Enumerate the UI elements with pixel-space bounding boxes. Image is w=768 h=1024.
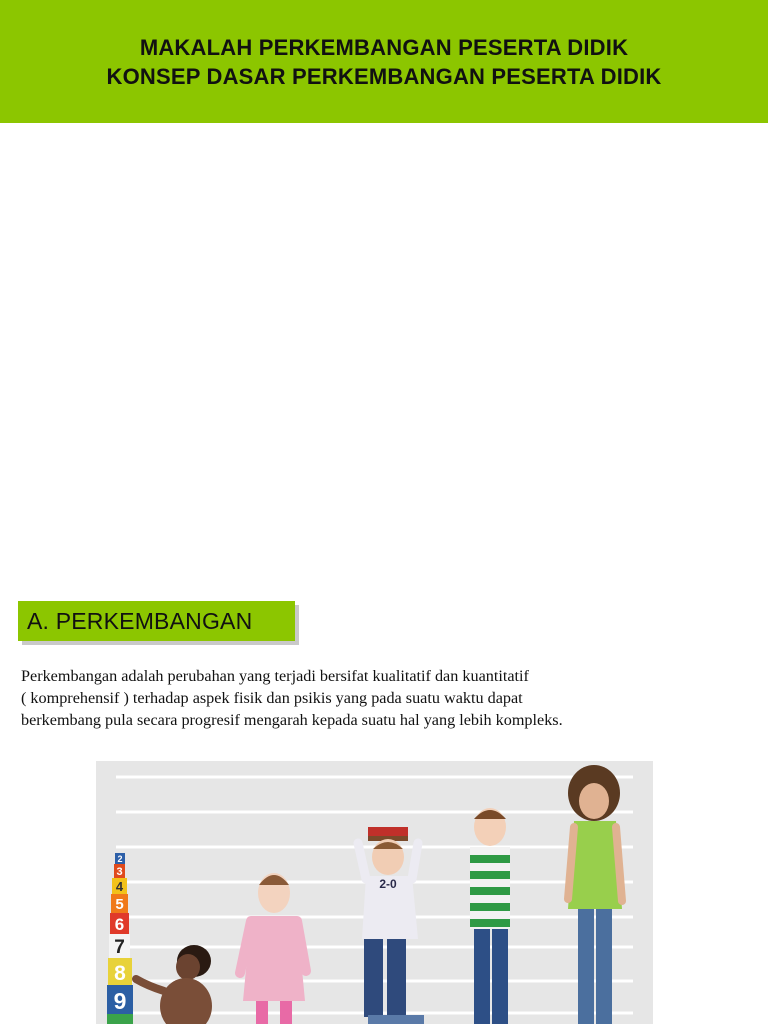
paragraph-line-2: ( komprehensif ) terhadap aspek fisik dan psikis yang pada suatu waktu dapat (21, 689, 523, 707)
title-line-1: MAKALAH PERKEMBANGAN PESERTA DIDIK (139, 34, 629, 60)
striped-shirt-boy-figure (470, 808, 510, 1024)
section-heading: A. PERKEMBANGAN (27, 607, 253, 634)
growth-illustration (96, 761, 653, 1024)
definition-paragraph (21, 665, 721, 731)
paragraph-line-3: berkembang pula secara progresif mengarah kepada suatu hal yang lebih kompleks. (21, 711, 563, 729)
tall-girl-figure (568, 765, 622, 1024)
svg-text:8: 8 (114, 962, 126, 985)
svg-text:7: 7 (114, 937, 125, 958)
title-line-2: KONSEP DASAR PERKEMBANGAN PESERTA DIDIK (106, 63, 662, 89)
number-blocks (107, 853, 133, 1024)
boy-with-book-figure (358, 827, 424, 1024)
svg-text:5: 5 (115, 896, 124, 913)
svg-text:4: 4 (115, 879, 124, 894)
toddler-figure (240, 873, 306, 1024)
paragraph-line-1: Perkembangan adalah perubahan yang terjadi bersifat kualitatif dan kuantitatif (21, 667, 529, 685)
section-heading-badge (18, 601, 295, 641)
svg-text:2: 2 (117, 854, 123, 864)
child-growth-photo (96, 761, 653, 1024)
title-banner (0, 0, 768, 123)
svg-text:3: 3 (116, 866, 123, 878)
svg-text:2-0: 2-0 (379, 877, 397, 891)
svg-text:9: 9 (113, 988, 127, 1014)
svg-text:6: 6 (114, 915, 125, 934)
